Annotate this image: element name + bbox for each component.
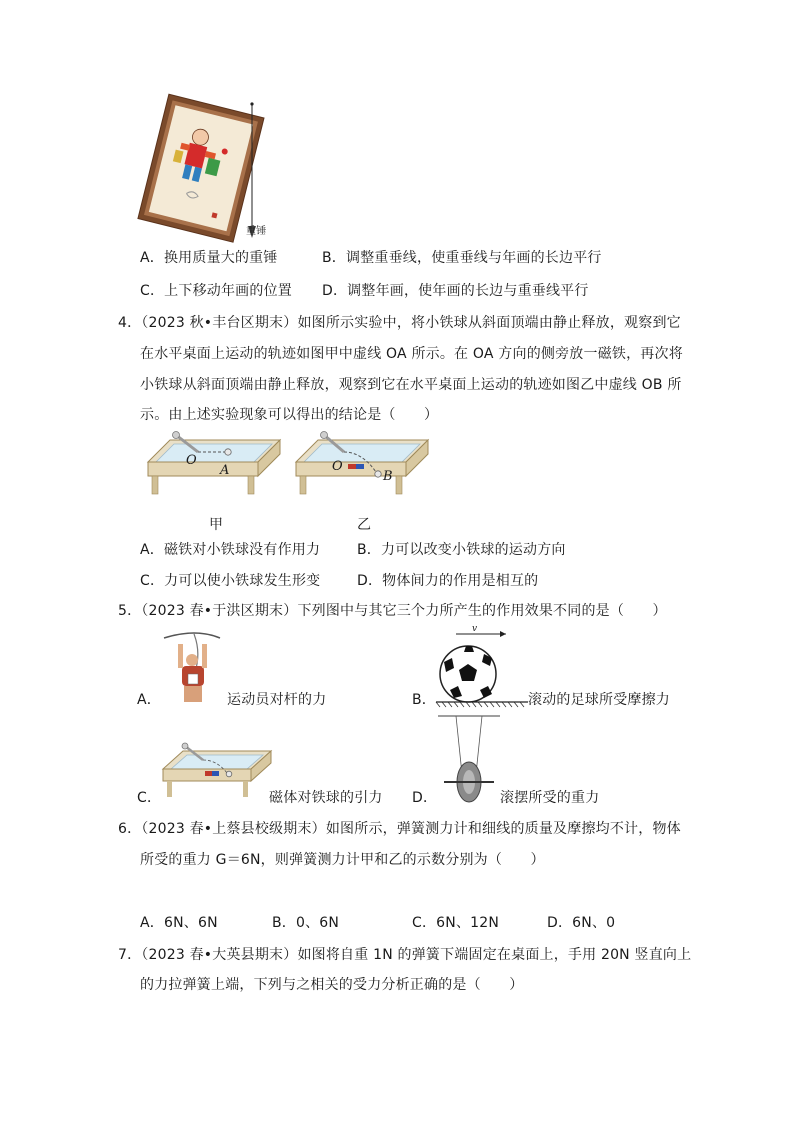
q4-yi-label-o: O bbox=[332, 459, 343, 474]
q4-jia-label-a: A bbox=[220, 463, 230, 478]
q4-stem-line-4: 示。由上述实验现象可以得出的结论是（ ） bbox=[140, 407, 439, 423]
q4-option-d: D．物体间力的作用是相互的 bbox=[357, 573, 539, 589]
q5-c-magnet-figure bbox=[163, 743, 271, 807]
q6-option-c: C．6N、12N bbox=[412, 915, 500, 931]
q5-d-letter: D． bbox=[412, 790, 438, 806]
q4-caption-jia: 甲 bbox=[209, 517, 224, 533]
q5-c-letter: C． bbox=[137, 790, 162, 806]
q5-stem: 5．（2023 春•于洪区期末）下列图中与其它三个力所产生的作用效果不同的是（ ） bbox=[118, 603, 667, 619]
q6-stem-line-1: 6．（2023 春•上蔡县校级期末）如图所示，弹簧测力计和细线的质量及摩擦均不计，物体 bbox=[118, 821, 681, 837]
q4-stem-line-1: 4．（2023 秋•丰台区期末）如图所示实验中，将小铁球从斜面顶端由静止释放，观察到它 bbox=[118, 315, 681, 331]
q5-d-caption: 滚摆所受的重力 bbox=[500, 790, 600, 806]
q6-stem-line-2: 所受的重力 G＝6N，则弹簧测力计甲和乙的示数分别为（ ） bbox=[140, 852, 545, 868]
q4-option-a: A．磁铁对小铁球没有作用力 bbox=[140, 542, 321, 558]
q4-stem-line-2: 在水平桌面上运动的轨迹如图甲中虚线 OA 所示。在 OA 方向的侧旁放一磁铁，再次将 bbox=[140, 346, 683, 362]
q4-jia-label-o: O bbox=[186, 453, 197, 468]
q3-option-d: D．调整年画，使年画的长边与重垂线平行 bbox=[322, 283, 589, 299]
q3-option-b: B．调整重垂线，使重垂线与年画的长边平行 bbox=[322, 250, 602, 266]
q5-c-caption: 磁体对铁球的引力 bbox=[269, 790, 383, 806]
q4-stem-line-3: 小铁球从斜面顶端由静止释放，观察到它在水平桌面上运动的轨迹如图乙中虚线 OB 所 bbox=[140, 377, 682, 393]
q6-option-b: B．0、6N bbox=[272, 915, 340, 931]
q6-option-a: A．6N、6N bbox=[140, 915, 218, 931]
q5-d-maxwell-wheel-figure bbox=[434, 712, 504, 804]
q7-stem-line-1: 7．（2023 春•大英县期末）如图将自重 1N 的弹簧下端固定在桌面上，手用 20N 竖直向上 bbox=[118, 947, 692, 963]
q4-caption-yi: 乙 bbox=[357, 517, 372, 533]
q4-option-c: C．力可以使小铁球发生形变 bbox=[140, 573, 321, 589]
q4-yi-label-b: B bbox=[383, 469, 393, 484]
q5-a-letter: A． bbox=[137, 692, 161, 708]
q6-option-d: D．6N、0 bbox=[547, 915, 616, 931]
q4-option-b: B．力可以改变小铁球的运动方向 bbox=[357, 542, 566, 558]
q5-a-caption: 运动员对杆的力 bbox=[227, 692, 327, 708]
q3-option-c: C．上下移动年画的位置 bbox=[140, 283, 292, 299]
q4-figure-yi bbox=[296, 432, 428, 507]
q5-b-soccer-ball-figure bbox=[432, 624, 532, 718]
q3-painting-figure bbox=[138, 96, 278, 241]
q4-figure-jia bbox=[148, 432, 280, 507]
q5-b-letter: B． bbox=[412, 692, 437, 708]
q5-a-pole-vault-figure bbox=[160, 630, 222, 705]
q5-b-velocity-label: v bbox=[472, 624, 478, 634]
q5-b-caption: 滚动的足球所受摩擦力 bbox=[528, 692, 670, 708]
q7-stem-line-2: 的力拉弹簧上端，下列与之相关的受力分析正确的是（ ） bbox=[140, 977, 524, 993]
plumb-bob-label: 重锤 bbox=[246, 226, 267, 237]
q3-option-a: A．换用质量大的重锤 bbox=[140, 250, 278, 266]
